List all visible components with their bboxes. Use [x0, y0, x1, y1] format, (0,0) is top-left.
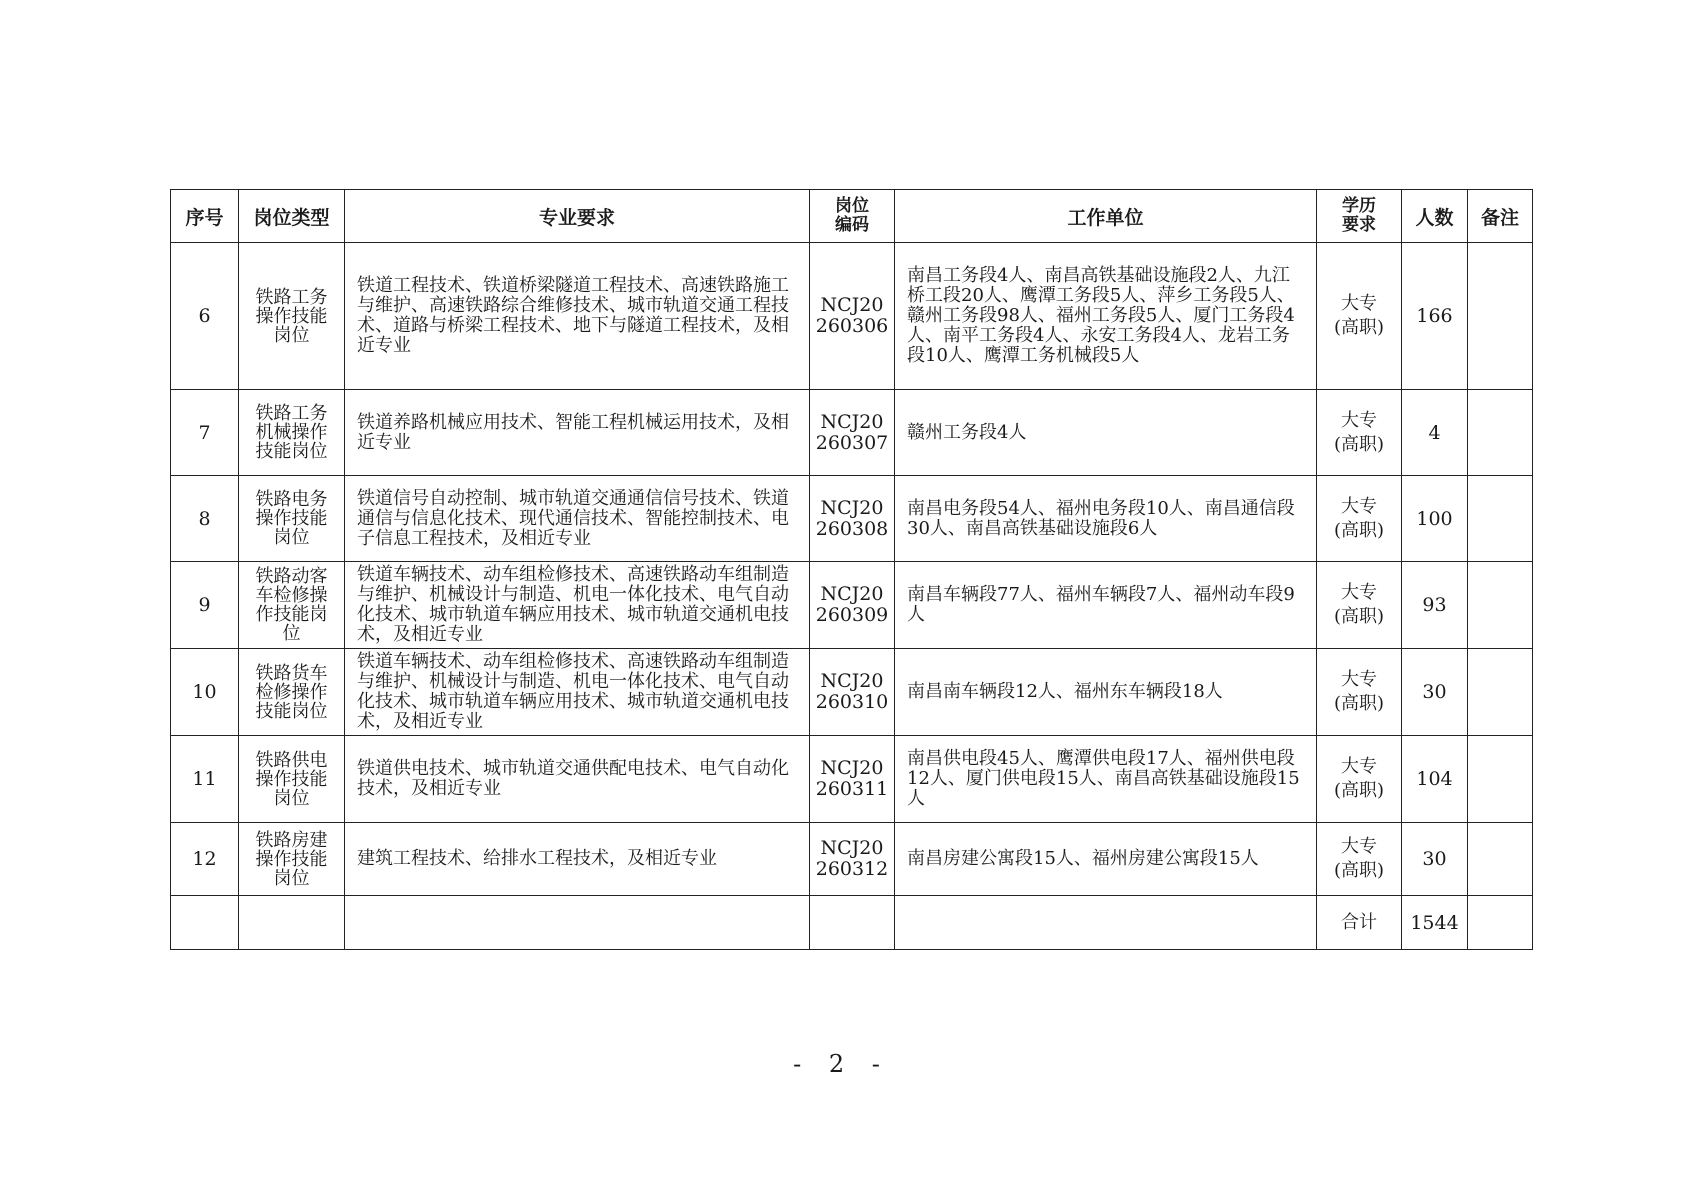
row-edu-line1: 大专 [1341, 293, 1377, 314]
row-code-line2: 260308 [815, 517, 889, 540]
row-note [1468, 562, 1533, 649]
row-edu [1317, 736, 1402, 823]
total-empty-cell [895, 896, 1317, 950]
row-code-line2: 260311 [815, 778, 889, 800]
header-code-line1: 岗位 [835, 196, 869, 216]
table-row [171, 649, 1533, 736]
row-major: 铁道养路机械应用技术、智能工程机械运用技术，及相近专业 [345, 390, 810, 476]
row-code-line1: NCJ20 [820, 670, 884, 692]
row-note [1468, 823, 1533, 896]
row-type: 铁路房建操作技能岗位 [239, 823, 345, 896]
row-unit: 南昌车辆段77人、福州车辆段7人、福州动车段9人 [895, 562, 1317, 649]
header-edu-line1: 学历 [1342, 196, 1376, 216]
row-code-line1: NCJ20 [820, 757, 884, 779]
row-seq: 7 [171, 390, 239, 476]
row-code [810, 390, 895, 476]
row-note [1468, 736, 1533, 823]
row-edu [1317, 476, 1402, 562]
row-major: 铁道信号自动控制、城市轨道交通通信信号技术、铁道通信与信息化技术、现代通信技术、智能控制技术、电子信息工程技术，及相近专业 [345, 476, 810, 562]
row-code-line1: NCJ20 [820, 410, 884, 433]
total-row [171, 896, 1533, 950]
row-code [810, 476, 895, 562]
row-type: 铁路电务操作技能岗位 [239, 476, 345, 562]
row-count: 30 [1402, 823, 1468, 896]
row-seq: 8 [171, 476, 239, 562]
row-seq: 6 [171, 243, 239, 390]
total-empty-cell [345, 896, 810, 950]
row-major: 建筑工程技术、给排水工程技术，及相近专业 [345, 823, 810, 896]
row-edu-line1: 大专 [1341, 669, 1377, 690]
row-edu-line1: 大专 [1341, 582, 1377, 603]
row-type: 铁路工务操作技能岗位 [239, 243, 345, 390]
row-seq: 12 [171, 823, 239, 896]
row-major: 铁道车辆技术、动车组检修技术、高速铁路动车组制造与维护、机械设计与制造、机电一体化技术、电气自动化技术、城市轨道车辆应用技术、城市轨道交通机电技术，及相近专业 [345, 649, 810, 736]
row-code-line1: NCJ20 [820, 583, 884, 605]
row-code [810, 736, 895, 823]
row-code-line2: 260309 [815, 604, 889, 626]
table-row [171, 823, 1533, 896]
header-edu-line2: 要求 [1342, 215, 1376, 235]
row-major: 铁道供电技术、城市轨道交通供配电技术、电气自动化技术，及相近专业 [345, 736, 810, 823]
recruitment-table [170, 189, 1533, 950]
row-note [1468, 476, 1533, 562]
row-count: 104 [1402, 736, 1468, 823]
row-edu-line2: (高职) [1333, 693, 1385, 714]
row-code [810, 823, 895, 896]
row-code-line2: 260312 [815, 858, 889, 880]
row-type: 铁路工务机械操作技能岗位 [239, 390, 345, 476]
row-unit: 赣州工务段4人 [895, 390, 1317, 476]
row-edu-line2: (高职) [1333, 860, 1385, 881]
header-seq: 序号 [171, 190, 239, 243]
row-note [1468, 243, 1533, 390]
row-note [1468, 390, 1533, 476]
row-unit: 南昌房建公寓段15人、福州房建公寓段15人 [895, 823, 1317, 896]
row-edu-line2: (高职) [1333, 606, 1385, 627]
row-unit: 南昌供电段45人、鹰潭供电段17人、福州供电段12人、厦门供电段15人、南昌高铁基础设施段15人 [895, 736, 1317, 823]
header-count: 人数 [1402, 190, 1468, 243]
row-edu [1317, 562, 1402, 649]
total-note [1468, 896, 1533, 950]
row-unit: 南昌工务段4人、南昌高铁基础设施段2人、九江桥工段20人、鹰潭工务段5人、萍乡工务段5人、赣州工务段98人、福州工务段5人、厦门工务段4人、南平工务段4人、永安工务段4人、龙岩工务段10人、鹰潭工务机械段5人 [895, 243, 1317, 390]
row-edu [1317, 243, 1402, 390]
total-label: 合计 [1317, 896, 1402, 950]
row-type: 铁路动客车检修操作技能岗位 [239, 562, 345, 649]
table-row [171, 736, 1533, 823]
row-count: 100 [1402, 476, 1468, 562]
row-major: 铁道工程技术、铁道桥梁隧道工程技术、高速铁路施工与维护、高速铁路综合维修技术、城市轨道交通工程技术、道路与桥梁工程技术、地下与隧道工程技术，及相近专业 [345, 243, 810, 390]
table-row [171, 243, 1533, 390]
page-number: - 2 - [793, 1050, 890, 1078]
header-edu [1317, 190, 1402, 243]
row-code [810, 649, 895, 736]
total-empty-cell [171, 896, 239, 950]
row-edu-line2: (高职) [1333, 780, 1385, 801]
row-code-line1: NCJ20 [820, 837, 884, 859]
row-code [810, 243, 895, 390]
row-edu-line1: 大专 [1341, 409, 1377, 431]
row-edu-line2: (高职) [1333, 317, 1385, 338]
total-empty-cell [239, 896, 345, 950]
row-code-line1: NCJ20 [820, 294, 884, 316]
row-unit: 南昌南车辆段12人、福州东车辆段18人 [895, 649, 1317, 736]
row-edu [1317, 649, 1402, 736]
header-code [810, 190, 895, 243]
row-major: 铁道车辆技术、动车组检修技术、高速铁路动车组制造与维护、机械设计与制造、机电一体化技术、电气自动化技术、城市轨道车辆应用技术、城市轨道交通机电技术，及相近专业 [345, 562, 810, 649]
table-row [171, 390, 1533, 476]
row-seq: 9 [171, 562, 239, 649]
row-unit: 南昌电务段54人、福州电务段10人、南昌通信段30人、南昌高铁基础设施段6人 [895, 476, 1317, 562]
header-row [171, 190, 1533, 243]
row-edu-line2: (高职) [1333, 519, 1385, 541]
row-edu-line1: 大专 [1341, 495, 1377, 517]
row-code-line2: 260310 [815, 691, 889, 713]
row-edu [1317, 390, 1402, 476]
row-edu [1317, 823, 1402, 896]
row-count: 30 [1402, 649, 1468, 736]
header-unit: 工作单位 [895, 190, 1317, 243]
row-edu-line1: 大专 [1341, 756, 1377, 777]
row-note [1468, 649, 1533, 736]
row-edu-line2: (高职) [1333, 433, 1385, 455]
row-code-line2: 260306 [815, 315, 889, 337]
row-edu-line1: 大专 [1341, 836, 1377, 857]
total-count: 1544 [1402, 896, 1468, 950]
row-code-line2: 260307 [815, 431, 889, 454]
row-type: 铁路货车检修操作技能岗位 [239, 649, 345, 736]
row-code [810, 562, 895, 649]
table-row [171, 476, 1533, 562]
header-type: 岗位类型 [239, 190, 345, 243]
row-type: 铁路供电操作技能岗位 [239, 736, 345, 823]
row-count: 93 [1402, 562, 1468, 649]
row-count: 4 [1402, 390, 1468, 476]
row-seq: 10 [171, 649, 239, 736]
row-count: 166 [1402, 243, 1468, 390]
table-row [171, 562, 1533, 649]
row-code-line1: NCJ20 [820, 496, 884, 519]
total-empty-cell [810, 896, 895, 950]
row-seq: 11 [171, 736, 239, 823]
header-code-line2: 编码 [835, 215, 869, 235]
header-major: 专业要求 [345, 190, 810, 243]
header-note: 备注 [1468, 190, 1533, 243]
